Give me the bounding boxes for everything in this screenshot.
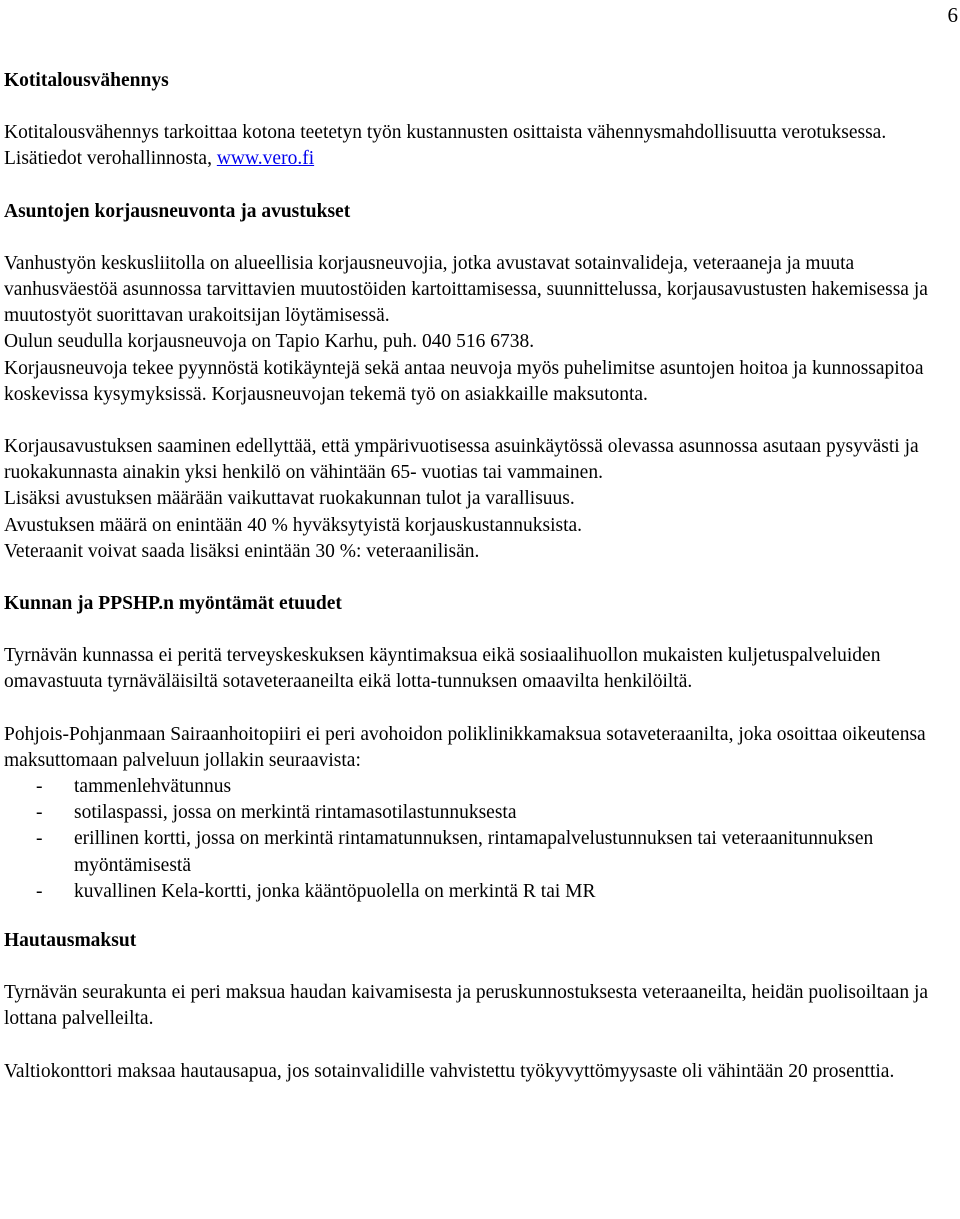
list-item-text: sotilaspassi, jossa on merkintä rintamasotilastunnuksesta [74,802,517,824]
list-item [4,826,956,878]
document-list [4,774,956,905]
paragraph: Veteraanit voivat saada lisäksi enintään 30 %: veteraanilisän. [4,540,480,562]
paragraph: Valtiokonttori maksaa hautausapua, jos sotainvalidille vahvistettu työkyvyttömyysaste oli vähintään 20 prosenttia. [4,1060,895,1082]
paragraph-text: Kotitalousvähennys tarkoittaa kotona teetetyn työn kustannusten osittaista vähennysmahdollisuutta verotuksessa. Lisätiedot verohallinnosta, [4,122,887,170]
section-kunnan-etuudet [4,591,956,905]
contact-paragraph: Oulun seudulla korjausneuvoja on Tapio Karhu, puh. 040 516 6738. [4,331,535,353]
dash-bullet: - [36,880,43,902]
section-heading: Hautausmaksut [4,930,137,952]
list-item [4,879,956,905]
paragraph: Vanhustyön keskusliitolla on alueellisia korjausneuvojia, jotka avustavat sotainvalideja, veteraaneja ja muuta vanhusväestöä asunnossa tarvittavien muutostöiden kartoittamisessa, suunnittelussa, korjausavustusten hakemisessa ja muutostyöt suorittavan urakoitsijan löytämisessä. [4,252,928,327]
list-item [4,800,956,826]
paragraph: Tyrnävän kunnassa ei peritä terveyskeskuksen käyntimaksua eikä sosiaalihuollon mukaisten kuljetuspalveluiden omavastuuta tyrnäväläisiltä sotaveteraaneilta eikä lotta-tunnuksen omaavilta henkilöiltä. [4,645,881,693]
dash-bullet: - [36,828,43,850]
section-hautausmaksut [4,928,956,1085]
paragraph: Tyrnävän seurakunta ei peri maksua haudan kaivamisesta ja peruskunnostuksesta veteraaneilta, heidän puolisoiltaan ja lottana palvelleilta. [4,982,929,1030]
document-body [4,68,956,1085]
paragraph: Lisäksi avustuksen määrään vaikuttavat ruokakunnan tulot ja varallisuus. [4,488,575,510]
list-item-text: kuvallinen Kela-kortti, jonka kääntöpuolella on merkintä R tai MR [74,880,596,902]
vero-link[interactable]: www.vero.fi [216,148,315,170]
list-item-text: erillinen kortti, jossa on merkintä rintamatunnuksen, rintamapalvelustunnuksen tai veteraanitunnuksen myöntämisestä [74,828,874,876]
list-item-text: tammenlehvätunnus [74,776,232,798]
dash-bullet: - [36,776,43,798]
paragraph: Korjausneuvoja tekee pyynnöstä kotikäyntejä sekä antaa neuvoja myös puhelimitse asuntojen hoitoa ja kunnossapitoa koskevissa kysymyksissä. Korjausneuvojan tekemä työ on asiakkaille maksutonta. [4,357,924,405]
page-number: 6 [947,3,958,27]
section-korjausneuvonta [4,199,956,565]
section-heading: Kotitalousvähennys [4,70,169,91]
paragraph [4,120,956,172]
paragraph: Korjausavustuksen saaminen edellyttää, että ympärivuotisessa asuinkäytössä olevassa asunnossa asutaan pysyvästi ja ruokakunnasta ainakin yksi henkilö on vähintään 65- vuotias tai vammainen. [4,436,919,484]
dash-bullet: - [36,802,43,824]
paragraph: Avustuksen määrä on enintään 40 % hyväksytyistä korjauskustannuksista. [4,514,583,536]
section-heading: Kunnan ja PPSHP.n myöntämät etuudet [4,593,342,615]
section-kotitalousvahennys [4,68,956,173]
list-item [4,774,956,800]
section-heading: Asuntojen korjausneuvonta ja avustukset [4,200,351,222]
paragraph: Pohjois-Pohjanmaan Sairaanhoitopiiri ei peri avohoidon poliklinikkamaksua sotaveteraanilta, joka osoittaa oikeutensa maksuttomaan palveluun jollakin seuraavista: [4,723,926,771]
